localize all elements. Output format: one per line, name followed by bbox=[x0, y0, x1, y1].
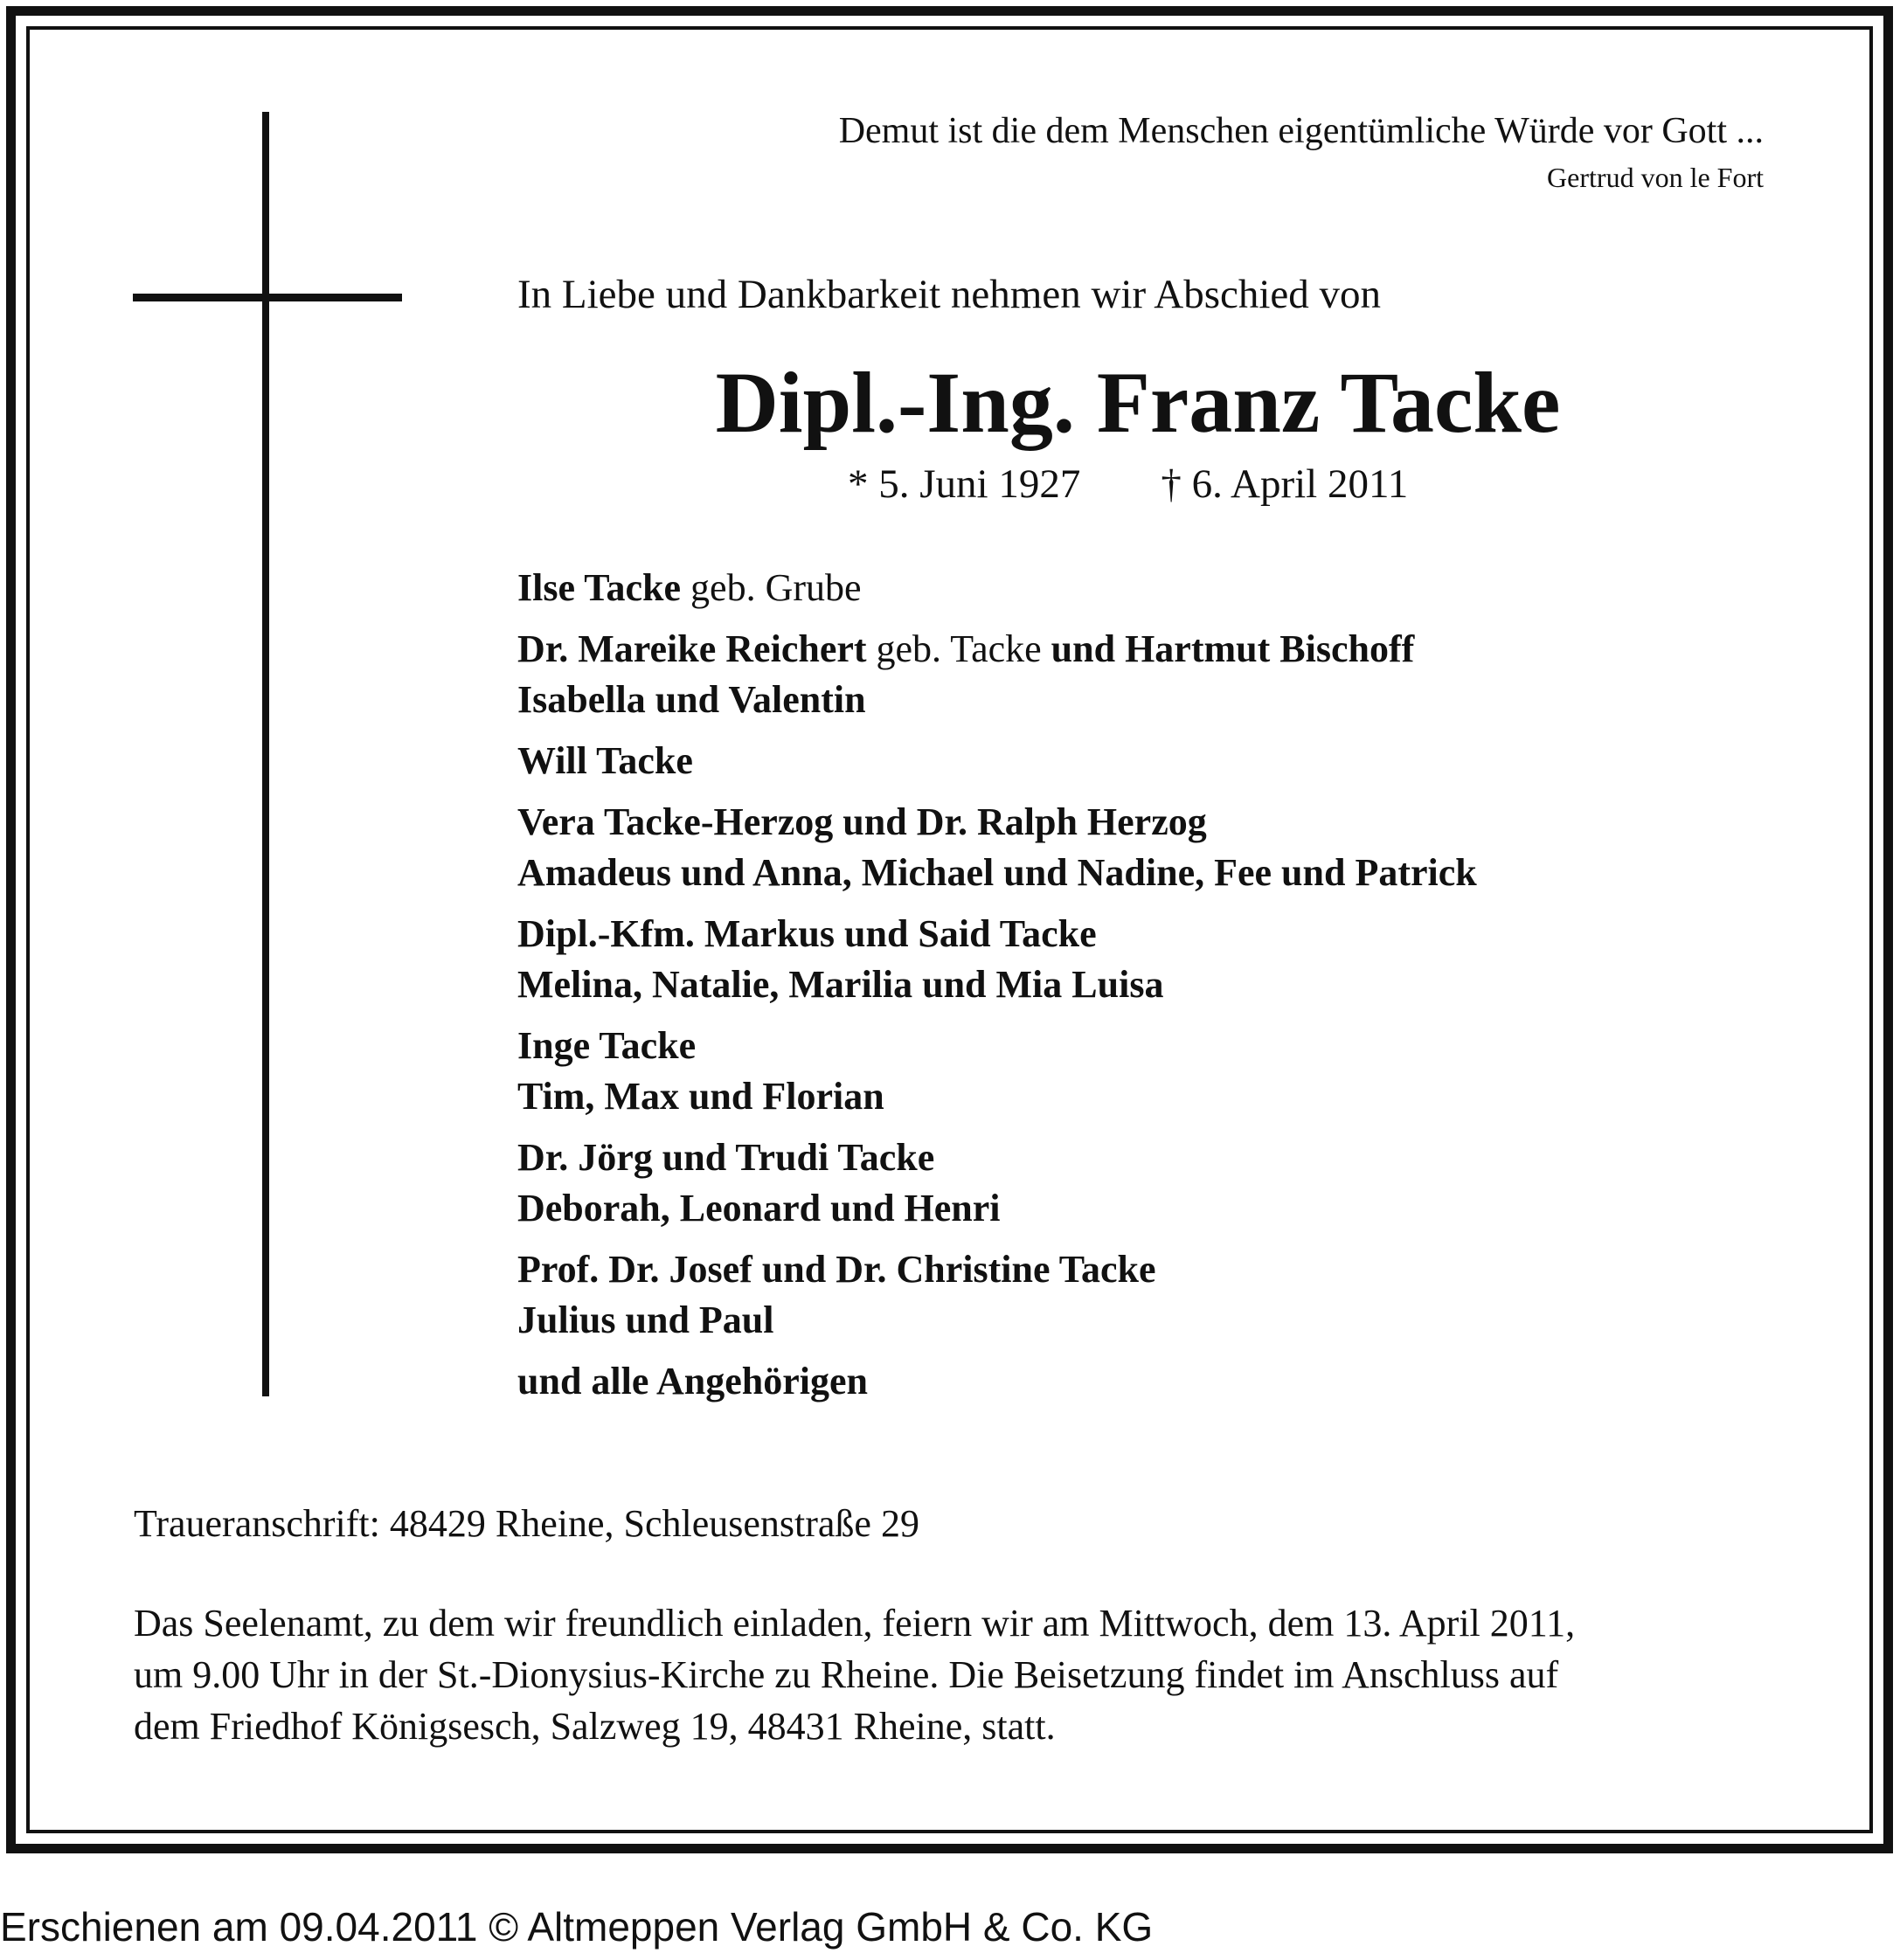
mourner-line bbox=[517, 563, 1477, 613]
mourner-name-segment: Melina, Natalie, Marilia und Mia Luisa bbox=[517, 963, 1164, 1006]
mourner-line bbox=[517, 624, 1477, 675]
mourner-name-segment: Prof. Dr. Josef und Dr. Christine Tacke bbox=[517, 1248, 1156, 1291]
mourner-group bbox=[517, 797, 1477, 898]
mourner-line bbox=[517, 797, 1477, 848]
mourner-name-segment: Dr. Mareike Reichert bbox=[517, 627, 867, 670]
cross-icon-vertical-bar bbox=[262, 112, 269, 1396]
mourner-line bbox=[517, 1132, 1477, 1183]
service-info bbox=[134, 1597, 1575, 1752]
mourner-group bbox=[517, 1356, 1477, 1407]
intro-text: In Liebe und Dankbarkeit nehmen wir Abschied von bbox=[517, 272, 1382, 317]
mourner-name-segment: und Hartmut Bischoff bbox=[1051, 627, 1415, 670]
service-line: dem Friedhof Königsesch, Salzweg 19, 48431 Rheine, statt. bbox=[134, 1705, 1056, 1748]
mourner-name-segment: Amadeus und Anna, Michael und Nadine, Fee und Patrick bbox=[517, 851, 1477, 894]
mourner-name-segment: Deborah, Leonard und Henri bbox=[517, 1187, 1001, 1229]
mourner-line bbox=[517, 1295, 1477, 1346]
life-dates bbox=[848, 461, 1408, 508]
mourner-name-segment: Vera Tacke-Herzog und Dr. Ralph Herzog bbox=[517, 800, 1207, 843]
mourner-name-segment: Inge Tacke bbox=[517, 1024, 697, 1067]
mourner-name-segment: Will Tacke bbox=[517, 739, 693, 782]
mourner-line bbox=[517, 1244, 1477, 1295]
mourner-name-segment: Tim, Max und Florian bbox=[517, 1075, 884, 1118]
mourner-line bbox=[517, 736, 1477, 786]
mourner-line bbox=[517, 1183, 1477, 1234]
motto-author: Gertrud von le Fort bbox=[1547, 162, 1764, 193]
mourner-line bbox=[517, 848, 1477, 898]
mourners-list bbox=[517, 563, 1477, 1417]
mourner-group bbox=[517, 624, 1477, 725]
mourning-address: Traueranschrift: 48429 Rheine, Schleusenstraße 29 bbox=[134, 1502, 919, 1545]
motto bbox=[839, 105, 1764, 197]
mourner-name-segment: geb. Tacke bbox=[866, 627, 1051, 670]
cross-icon-horizontal-bar bbox=[133, 294, 402, 301]
mourner-line bbox=[517, 959, 1477, 1010]
mourner-line bbox=[517, 675, 1477, 725]
mourner-group bbox=[517, 1021, 1477, 1122]
motto-quote: Demut ist die dem Menschen eigentümliche Würde vor Gott ... bbox=[838, 111, 1764, 151]
service-line: Das Seelenamt, zu dem wir freundlich einladen, feiern wir am Mittwoch, dem 13. April 2011, bbox=[134, 1602, 1576, 1645]
publication-footer: Erschienen am 09.04.2011 © Altmeppen Verlag GmbH & Co. KG bbox=[0, 1904, 1154, 1950]
mourner-group bbox=[517, 1244, 1477, 1346]
deceased-name: Dipl.-Ing. Franz Tacke bbox=[715, 354, 1561, 451]
mourner-name-segment: Isabella und Valentin bbox=[517, 678, 866, 721]
mourner-name-segment: und alle Angehörigen bbox=[517, 1360, 868, 1402]
mourner-line bbox=[517, 1071, 1477, 1122]
mourner-name-segment: Ilse Tacke bbox=[517, 566, 682, 609]
mourner-name-segment: Dipl.-Kfm. Markus und Said Tacke bbox=[517, 912, 1097, 955]
mourner-line bbox=[517, 1356, 1477, 1407]
mourner-name-segment: Julius und Paul bbox=[517, 1299, 774, 1341]
service-line: um 9.00 Uhr in der St.-Dionysius-Kirche zu Rheine. Die Beisetzung findet im Anschluss auf bbox=[134, 1653, 1559, 1696]
mourner-group bbox=[517, 563, 1477, 613]
mourner-group bbox=[517, 1132, 1477, 1234]
death-date: † 6. April 2011 bbox=[1161, 461, 1409, 507]
birth-date: * 5. Juni 1927 bbox=[848, 461, 1081, 507]
mourner-name-segment: geb. Grube bbox=[681, 566, 862, 609]
mourner-group bbox=[517, 736, 1477, 786]
mourner-name-segment: Dr. Jörg und Trudi Tacke bbox=[517, 1136, 935, 1179]
mourner-line bbox=[517, 1021, 1477, 1071]
mourner-line bbox=[517, 909, 1477, 959]
mourner-group bbox=[517, 909, 1477, 1010]
